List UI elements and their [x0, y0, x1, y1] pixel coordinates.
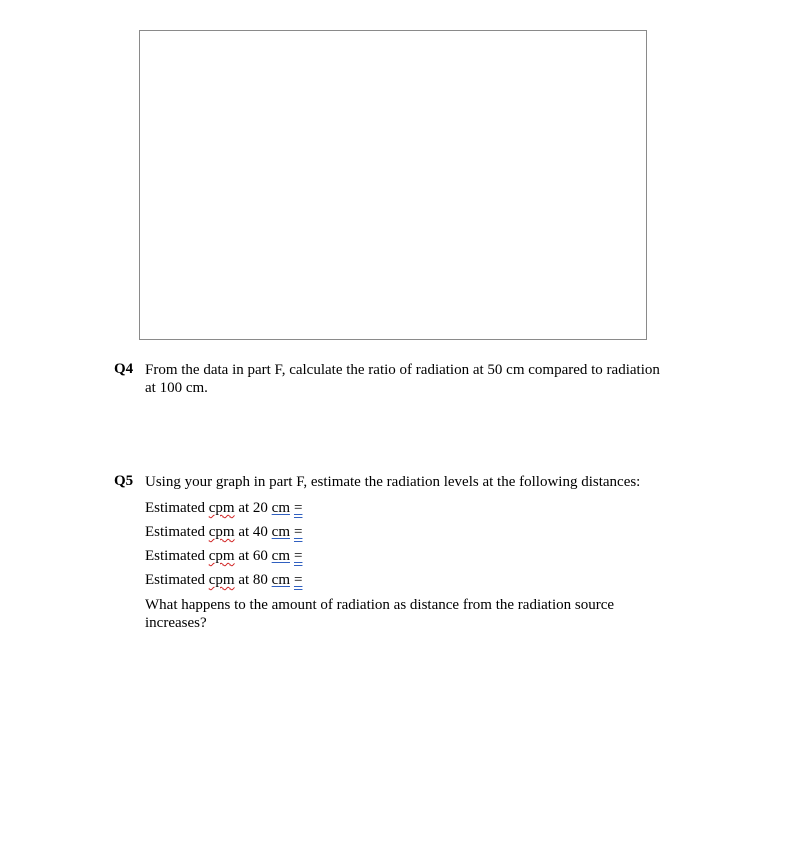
- estimate-equals: =: [293, 500, 303, 516]
- graph-answer-box: [139, 30, 647, 340]
- estimate-line-20: [145, 496, 674, 520]
- estimate-unit-cpm: cpm: [208, 548, 235, 564]
- estimate-distance: at 20: [238, 500, 268, 516]
- question-number: Q4: [114, 361, 134, 377]
- estimate-label: Estimated: [145, 524, 205, 540]
- estimate-distance: at 60: [238, 548, 268, 564]
- estimate-unit-cm: cm: [271, 500, 290, 516]
- estimate-line-40: [145, 520, 674, 544]
- estimate-line-80: [145, 568, 674, 592]
- estimate-label: Estimated: [145, 572, 205, 588]
- question-text: From the data in part F, calculate the ratio of radiation at 50 cm compared to radiation at 100 cm.: [145, 362, 660, 396]
- estimate-unit-cm: cm: [271, 548, 290, 564]
- estimate-line-60: [145, 544, 674, 568]
- estimate-distance: at 40: [238, 524, 268, 540]
- estimate-unit-cpm: cpm: [208, 500, 235, 516]
- estimate-equals: =: [293, 572, 303, 588]
- estimate-unit-cm: cm: [271, 572, 290, 588]
- estimate-equals: =: [293, 524, 303, 540]
- question-text: Using your graph in part F, estimate the radiation levels at the following distances:: [145, 474, 641, 490]
- estimate-label: Estimated: [145, 500, 205, 516]
- estimate-label: Estimated: [145, 548, 205, 564]
- estimate-unit-cpm: cpm: [208, 524, 235, 540]
- estimate-unit-cpm: cpm: [208, 572, 235, 588]
- question-5: [114, 473, 674, 632]
- estimate-unit-cm: cm: [271, 524, 290, 540]
- question-number: Q5: [114, 473, 134, 489]
- question-4: [114, 361, 674, 397]
- estimate-distance: at 80: [238, 572, 268, 588]
- followup-question: What happens to the amount of radiation as distance from the radiation source increases?: [145, 597, 615, 631]
- estimate-equals: =: [293, 548, 303, 564]
